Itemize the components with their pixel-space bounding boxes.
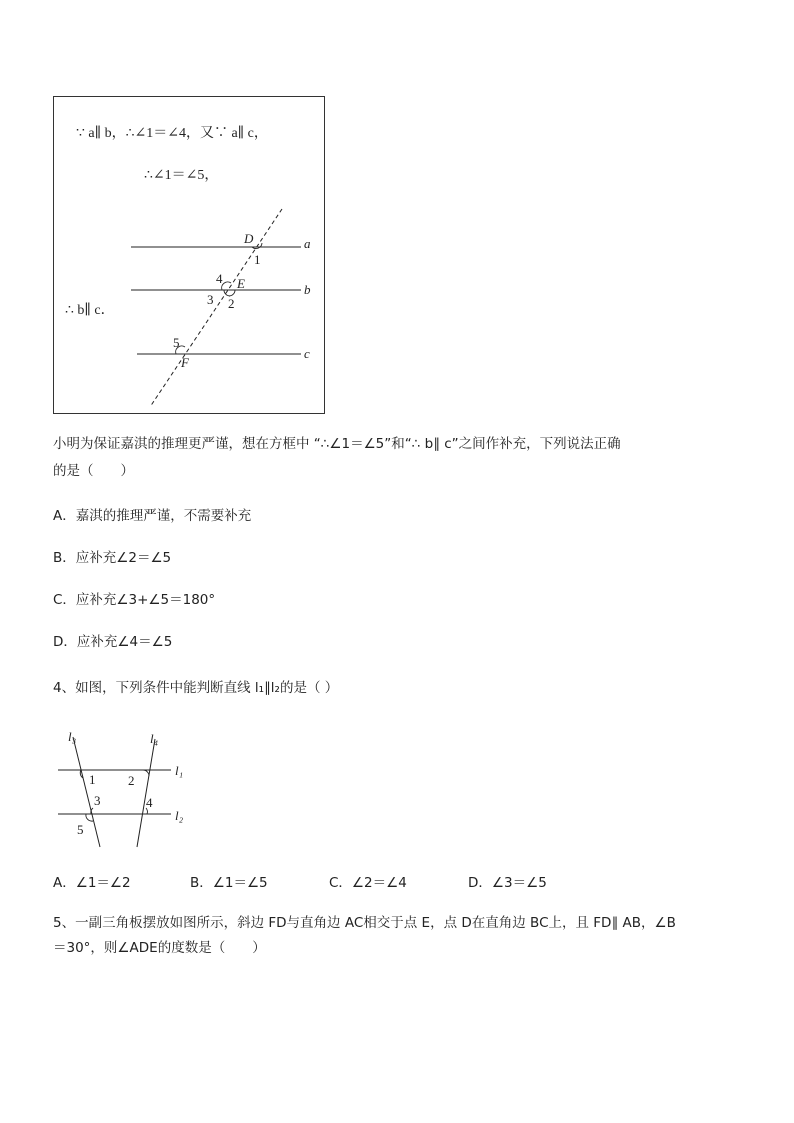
label-c: c <box>304 346 310 361</box>
proof-line-1: ∵ a∥ b，∴∠1＝∠4，又∵ a∥ c， <box>76 126 268 141</box>
label-angle-1: 1 <box>254 252 261 267</box>
angle-arc-4 <box>222 282 231 290</box>
proof-line-3: ∴ b∥ c． <box>65 303 115 318</box>
transversal-line <box>150 209 282 407</box>
q4-option-c: C．∠2＝∠4 <box>329 875 407 891</box>
q4-label-angle-5: 5 <box>77 822 84 837</box>
q4-option-b: B．∠1＝∠5 <box>190 875 268 891</box>
q3-stem-line1: 小明为保证嘉淇的推理更严谨，想在方框中 “∴∠1＝∠5”和“∴ b∥ c”之间作补充，下列说法正确 <box>53 436 621 452</box>
q4-label-angle-4: 4 <box>146 795 153 810</box>
q4-option-d: D．∠3＝∠5 <box>468 875 547 891</box>
label-b: b <box>304 282 311 297</box>
q3-option-c: C．应补充∠3+∠5＝180° <box>53 592 216 608</box>
q4-figure <box>53 725 203 855</box>
q4-label-angle-3: 3 <box>94 793 101 808</box>
label-D: D <box>244 231 254 246</box>
q4-label-angle-1: 1 <box>89 772 96 787</box>
q3-option-a: A．嘉淇的推理严谨，不需要补充 <box>53 508 252 524</box>
label-angle-4: 4 <box>216 271 223 286</box>
q4-option-a: A．∠1＝∠2 <box>53 875 131 891</box>
q4-stem: 4、如图，下列条件中能判断直线 l₁∥l₂的是（ ） <box>53 680 339 696</box>
parallel-lines-figure <box>54 97 326 415</box>
q3-option-d: D．应补充∠4＝∠5 <box>53 634 173 650</box>
q4-angle-arc-2 <box>143 770 149 776</box>
label-l1: l₁ <box>175 763 184 778</box>
label-angle-2: 2 <box>228 296 235 311</box>
label-a: a <box>304 236 311 251</box>
label-l2: l₂ <box>175 808 184 823</box>
label-angle-3: 3 <box>207 292 214 307</box>
label-l4: l₄ <box>150 731 159 746</box>
q3-stem-line2: 的是（ ） <box>53 463 134 479</box>
q3-option-b: B．应补充∠2＝∠5 <box>53 550 172 566</box>
proof-line-2: ∴∠1＝∠5， <box>144 168 219 183</box>
q4-label-angle-2: 2 <box>128 773 135 788</box>
label-E: E <box>237 276 245 291</box>
label-F: F <box>181 355 189 370</box>
label-angle-5: 5 <box>173 335 180 350</box>
proof-box <box>53 96 325 414</box>
q5-stem-line1: 5、一副三角板摆放如图所示，斜边 FD与直角边 AC相交于点 E，点 D在直角边 BC上，且 FD∥ AB，∠B <box>53 915 676 931</box>
q5-stem-line2: ＝30°，则∠ADE的度数是（ ） <box>53 940 266 956</box>
line-l4 <box>137 739 155 847</box>
label-l3: l₃ <box>68 729 77 744</box>
